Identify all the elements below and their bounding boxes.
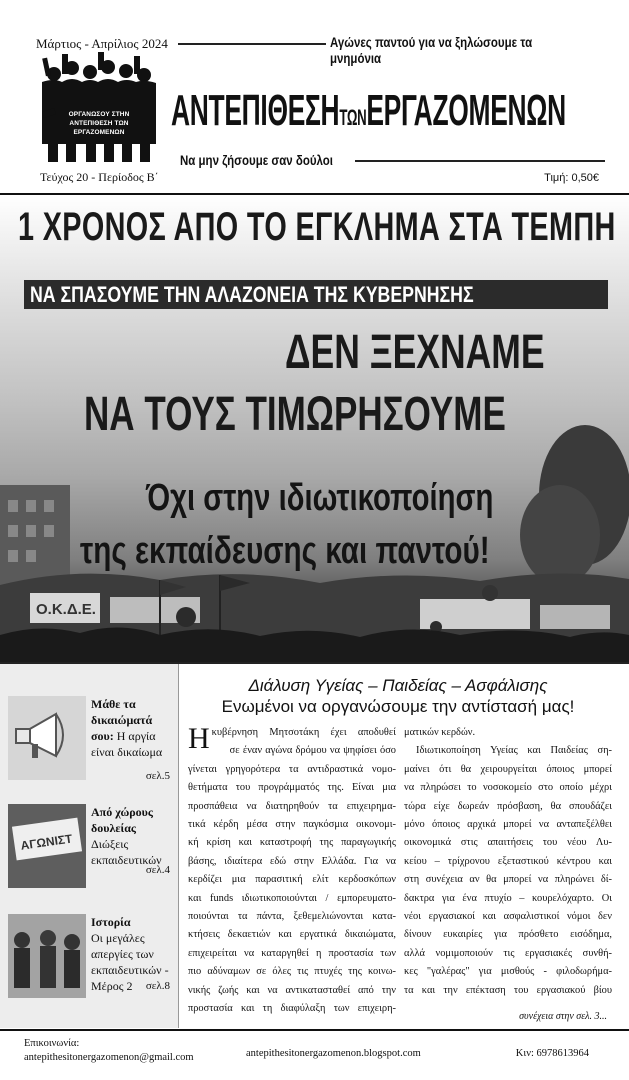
article-line: επιχειρείται να καταργηθεί η προστασία των [188,947,396,959]
sidebar-item-workplaces[interactable] [8,804,174,904]
article-line: βάσης, ιδιαίτερα εδώ στην Ελλάδα. Για να [188,855,396,867]
article-line: ποιούνται τα πάντα, ξεθεμελιώνονται κατα- [188,911,396,923]
article-line: και funds ιδιωτικοποιούνται / εμπορευματο- [188,892,396,904]
title-part-3: ΕΡΓΑΖΟΜΕΝΩΝ [366,86,566,135]
article-line: ματικών κερδών. [404,727,476,738]
newspaper-title [171,86,566,136]
sidebar [0,664,178,1028]
article-line: γίνεται γρηγορότερα τα αντιδραστικά νομο- [188,763,396,775]
article-line: στη συνέχεια αν θα μπορεί να πληρώνει δί- [404,874,612,886]
article-line: τα και την επέκταση του εργασιακού βίου [404,984,612,996]
article-line: αλλά νομιμοποιούν τις εργασιακές συνθή- [404,947,612,959]
column-divider [178,664,179,1028]
sidebar-item-rights[interactable] [8,696,174,796]
footer-divider [0,1029,629,1031]
sidebar-item-desc: Οι μεγάλες απεργίες των εκπαιδευτικών - Μέρος 2 [91,931,169,993]
logo-text-line2: ΑΝΤΕΠΙΘΕΣΗ ΤΩΝ ΕΡΓΑΖΟΜΕΝΩΝ [69,120,129,136]
headline-sub: ΝΑ ΣΠΑΣΟΥΜΕ ΤΗΝ ΑΛΑΖΟΝΕΙΑ ΤΗΣ ΚΥΒΕΡΝΗΣΗΣ [30,282,474,307]
article-line: Ιδιωτικοποίηση Υγείας και Παιδείας ση- [416,745,612,757]
article-line: κείου – τρίχρονου εξεταστικού κέντρου και [404,855,612,867]
sidebar-item-title: Μάθε τα δικαιώματά σου: [91,697,153,743]
continue-note: συνέχεια στην σελ. 3... [519,1011,607,1022]
article-line: Ηκυβέρνηση Μητσοτάκη έχει αποδυθεί [188,722,396,755]
sign-text: ΑΓΩΝΙΣΤ [19,831,74,853]
contact-label: Επικοινωνία: [24,1038,80,1049]
article-line: οικονομικά στις απαιτήσεις του νέου Λυ- [404,837,612,849]
divider [178,43,326,45]
title-part-1: ΑΝΤΕΠΙΘΕΣΗ [171,86,340,135]
article-heading: Διάλυση Υγείας – Παιδείας – Ασφάλισης [248,676,548,695]
divider [355,160,605,162]
sidebar-item-desc: Η αργία είναι δικαίωμα [91,729,163,759]
issue-date: Μάρτιος - Απρίλιος 2024 [36,36,168,51]
sidebar-item-page: σελ.5 [145,770,170,782]
logo [40,52,158,162]
headline-dont-forget: ΔΕΝ ΞΕΧΝΑΜΕ [285,326,545,379]
headline-punish: ΝΑ ΤΟΥΣ ΤΙΜΩΡΗΣΟΥΜΕ [84,388,506,441]
article-line: τώρα είχε δωρεάν πρόσβαση, θα σπουδάζει [404,800,612,812]
protest-sign-thumbnail [8,804,86,888]
slogan-top: Αγώνες παντού για να ξηλώσουμε τα μνημόνια [330,34,533,66]
phone-number: Κιν: 6978613964 [515,1048,589,1059]
drop-cap: Η [188,722,210,755]
megaphone-icon [8,696,86,780]
article-line: κερδίζει μια παρασιτική ελίτ κερδοσκόπων [188,874,396,886]
article-line: προσπάθεια να διατηρηθούν τα επιχειρημα- [188,800,396,812]
blog-link[interactable]: antepithesitonergazomenon.blogspot.com [246,1048,421,1059]
history-thumbnail [8,914,86,998]
contact-email[interactable]: antepithesitonergazomenon@gmail.com [24,1052,194,1063]
hero-section [0,195,629,663]
issue-number: Τεύχος 20 - Περίοδος Β΄ [40,170,159,184]
police-line-icon [8,914,86,998]
article-line: δακτρα για ένα πτυχίο – κουρελόχαρτο. Οι [404,892,612,904]
article-line: κή κρίση και καταστροφή της παραγωγικής [188,837,396,849]
article-line: προστασία και τη διαφύλαξη των επιχειρη- [188,1003,396,1015]
article-line: μαίνει ότι θα χειρουργείται όποιος μπορεί [404,763,612,775]
protest-silhouette-icon [40,52,158,162]
article-line: νέοι εργασιακοί και ασφαλιστικοί νόμοι δεν [404,911,612,923]
article-line: δίνουν ευκαιρίες για πρόσθετο εισόδημα, [404,929,612,941]
sidebar-item-title: Ιστορία [91,915,131,929]
sidebar-item-desc: Διώξεις εκπαιδευτικών [91,837,162,867]
article-line: σε έναν αγώνα δρόμου να ψηφίσει όσο [229,745,396,757]
banner-text: Ο.Κ.Δ.Ε. [36,601,96,618]
article-line: κες "γαλέρας" για μισθούς - φιλοδωρήμα- [404,966,612,978]
article-line: να πληρώσει το νοσοκομείο στο οποίο μέχρι [404,782,612,794]
logo-text-line1: ΟΡΓΑΝΩΣΟΥ ΣΤΗΝ [68,111,130,118]
article-line: πιο αδύναμων σε όλες τις πτυχές της κοινω- [188,966,396,978]
headline-education: της εκπαίδευσης και παντού! [80,530,490,572]
protest-sign-icon [8,804,86,888]
slogan-bottom: Να μην ζήσουμε σαν δούλοι [180,152,333,168]
article-line: νικής ζωής και να αντικατασταθεί από την [188,984,396,996]
title-part-2: ΤΩΝ [339,105,367,130]
sidebar-item-title: Από χώρους δουλείας [91,805,153,835]
sidebar-item-page: σελ.8 [145,980,170,992]
article-column-1 [188,724,396,1019]
sidebar-item-history[interactable] [8,914,174,1014]
headline-main: 1 ΧΡΟΝΟΣ ΑΠΟ ΤΟ ΕΓΚΛΗΜΑ ΣΤΑ ΤΕΜΠΗ [18,205,616,249]
article-column-2 [404,724,612,1000]
headline-privatization: Όχι στην ιδιωτικοποίηση [146,477,494,519]
megaphone-thumbnail [8,696,86,780]
price: Τιμή: 0,50€ [544,172,599,184]
article-line: θετήματα του προγράμματός της. Είναι μια [188,782,396,794]
article-subheading: Ενωμένοι να οργανώσουμε την αντίστασή μας! [221,697,575,716]
article-line: κτήσεις δεκαετιών και εργατικά δικαιώματα, [188,929,396,941]
article-line: μόνο όποιος αρχικά μπορεί να ανταπεξέλθει [404,819,612,831]
article-line: τικά κέρδη μέσα στην παγκόσμια οικονομι- [188,819,396,831]
sidebar-item-page: σελ.4 [145,864,170,876]
